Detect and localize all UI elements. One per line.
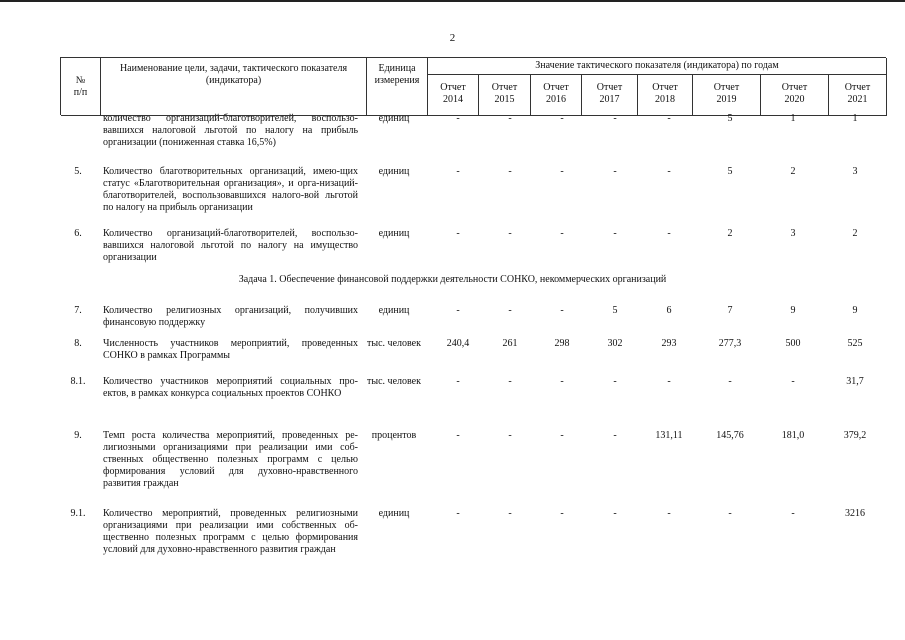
row-value-3: - [613, 430, 617, 441]
row-unit: единиц [378, 228, 410, 239]
row-value-5: - [728, 508, 732, 519]
row-value-4: 6 [666, 305, 672, 316]
row-value-6: 9 [790, 305, 796, 316]
row-value-1: - [508, 508, 512, 519]
header-col-values: Значение тактического показателя (индикатора) по годам [428, 58, 887, 75]
row-value-2: - [560, 376, 564, 387]
header-year-5: Отчет 2019 [693, 75, 761, 116]
row-value-7: 379,2 [843, 430, 867, 441]
row-value-6: 2 [790, 166, 796, 177]
page-number: 2 [449, 32, 456, 44]
row-value-0: - [456, 508, 460, 519]
row-value-4: - [667, 228, 671, 239]
row-value-0: - [456, 228, 460, 239]
row-value-0: - [456, 376, 460, 387]
header-year-6: Отчет 2020 [761, 75, 829, 116]
row-value-3: - [613, 508, 617, 519]
row-indicator-name: Количество мероприятий, проведенных религиозными организациями при реализации ими собственных об-щественно полезных программ с целью формирования условий для духовно-нравственного развития граждан [103, 508, 358, 555]
row-value-0: - [456, 113, 460, 124]
row-value-2: - [560, 166, 564, 177]
row-value-7: 31,7 [846, 376, 864, 387]
row-value-4: - [667, 508, 671, 519]
row-value-4: 131,11 [655, 430, 683, 441]
table-header [60, 57, 886, 115]
row-value-2: - [560, 430, 564, 441]
task-heading: Задача 1. Обеспечение финансовой поддержки деятельности СОНКО, некоммерческих организаций [238, 274, 667, 285]
row-value-5: 5 [727, 113, 733, 124]
row-indicator-name: Количество участников мероприятий социальных про-ектов, в рамках конкурса социальных проектов СОНКО [103, 376, 358, 399]
row-value-5: 2 [727, 228, 733, 239]
row-number: 9.1. [70, 508, 86, 519]
row-value-6: 500 [785, 338, 801, 349]
header-year-1: Отчет 2015 [479, 75, 531, 116]
row-value-3: - [613, 166, 617, 177]
row-value-2: 298 [554, 338, 570, 349]
row-value-1: 261 [502, 338, 518, 349]
row-indicator-name: Численность участников мероприятий, проведенных СОНКО в рамках Программы [103, 338, 358, 361]
row-value-4: - [667, 376, 671, 387]
row-number: 7. [74, 305, 82, 316]
row-value-1: - [508, 305, 512, 316]
row-value-0: - [456, 166, 460, 177]
row-value-6: 3 [790, 228, 796, 239]
row-indicator-name: количество организаций-благотворителей, воспользо-вавшихся налоговой льготой по налогу на прибыль организации (пониженная ставка 16,5%) [103, 113, 358, 148]
row-number: 8. [74, 338, 82, 349]
row-number: 9. [74, 430, 82, 441]
row-value-0: - [456, 430, 460, 441]
row-value-6: - [791, 376, 795, 387]
row-value-0: 240,4 [446, 338, 470, 349]
row-unit: тыс. человек [367, 376, 421, 387]
row-indicator-name: Количество организаций-благотворителей, воспользо-вавшихся налоговой льготой по налогу на имущество организации [103, 228, 358, 263]
row-value-6: 181,0 [781, 430, 805, 441]
row-value-3: - [613, 376, 617, 387]
top-border-line [0, 0, 905, 2]
header-year-4: Отчет 2018 [638, 75, 693, 116]
header-year-0: Отчет 2014 [428, 75, 479, 116]
row-value-7: 3216 [845, 508, 865, 519]
row-value-2: - [560, 113, 564, 124]
row-unit: процентов [371, 430, 417, 441]
row-value-1: - [508, 166, 512, 177]
header-year-3: Отчет 2017 [582, 75, 638, 116]
row-value-7: 3 [852, 166, 858, 177]
row-value-5: - [728, 376, 732, 387]
row-value-5: 145,76 [716, 430, 744, 441]
row-value-2: - [560, 305, 564, 316]
row-value-2: - [560, 508, 564, 519]
row-value-1: - [508, 113, 512, 124]
header-col-unit: Единица измерения [367, 58, 428, 116]
row-value-3: 302 [607, 338, 623, 349]
row-value-0: - [456, 305, 460, 316]
header-year-2: Отчет 2016 [531, 75, 582, 116]
row-value-7: 525 [847, 338, 863, 349]
row-value-3: - [613, 228, 617, 239]
header-col-name: Наименование цели, задачи, тактического показателя (индикатора) [101, 58, 367, 116]
row-unit: единиц [378, 113, 410, 124]
row-value-4: 293 [661, 338, 677, 349]
row-value-7: 1 [852, 113, 858, 124]
header-year-7: Отчет 2021 [829, 75, 887, 116]
row-value-5: 5 [727, 166, 733, 177]
row-value-7: 2 [852, 228, 858, 239]
header-col-number: № п/п [61, 58, 101, 116]
row-number: 6. [74, 228, 82, 239]
row-unit: единиц [378, 305, 410, 316]
row-value-7: 9 [852, 305, 858, 316]
row-indicator-name: Темп роста количества мероприятий, проведенных ре-лигиозными организациями при реализации ими соб-ственных общественно полезных программ с целью формирования условий для духовно-нравственного развития граждан [103, 430, 358, 489]
row-value-5: 277,3 [718, 338, 742, 349]
row-value-6: 1 [790, 113, 796, 124]
row-value-4: - [667, 113, 671, 124]
row-unit: единиц [378, 508, 410, 519]
row-number: 8.1. [70, 376, 86, 387]
row-number: 5. [74, 166, 82, 177]
row-value-1: - [508, 228, 512, 239]
row-value-4: - [667, 166, 671, 177]
row-value-2: - [560, 228, 564, 239]
row-value-3: 5 [612, 305, 618, 316]
row-value-1: - [508, 430, 512, 441]
row-unit: единиц [378, 166, 410, 177]
row-value-6: - [791, 508, 795, 519]
row-indicator-name: Количество религиозных организаций, получивших финансовую поддержку [103, 305, 358, 328]
row-value-5: 7 [727, 305, 733, 316]
row-value-3: - [613, 113, 617, 124]
row-unit: тыс. человек [367, 338, 421, 349]
row-value-1: - [508, 376, 512, 387]
row-indicator-name: Количество благотворительных организаций, имею-щих статус «Благотворительная организация», и орга-низаций-благотворителей, воспользовавшихся налого-вой льготой по налогу на прибыль организации [103, 166, 358, 213]
